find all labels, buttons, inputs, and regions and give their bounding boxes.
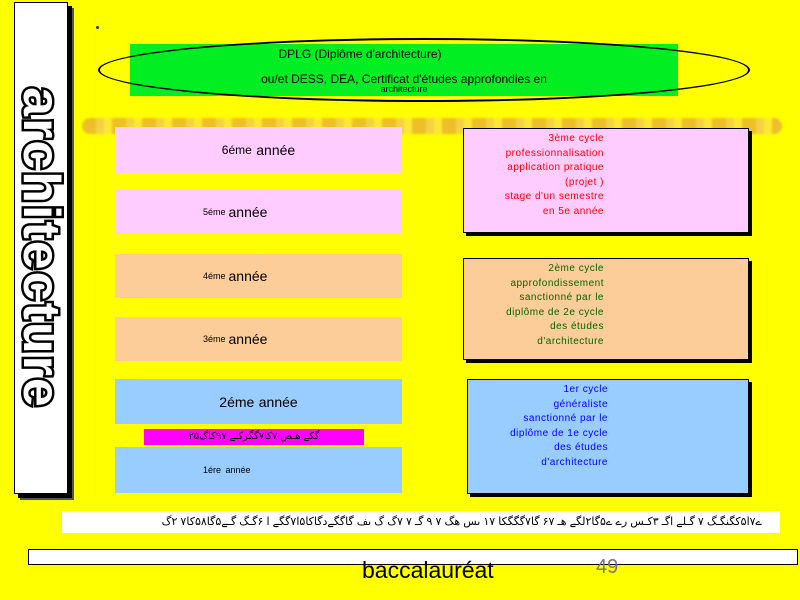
garbled-text-bar xyxy=(62,511,780,533)
year-2-label: année xyxy=(258,393,298,410)
year-2-prefix: 2éme xyxy=(219,393,255,410)
cycle-2-line: approfondissement xyxy=(510,277,604,289)
year-box-5 xyxy=(115,190,402,234)
cycle-2-line: 2ème cycle xyxy=(548,263,604,274)
cycle-3-line: (projet ) xyxy=(565,176,604,188)
page-number: 49 xyxy=(596,556,619,578)
diploma-subtitle-end: architecture xyxy=(380,84,428,94)
cycle-1-line: diplôme de 1e cycle xyxy=(510,427,608,439)
year-6-label: année xyxy=(256,142,296,158)
year-box-4 xyxy=(115,254,402,298)
cycle-1-line: 1er cycle xyxy=(563,384,608,395)
garbled-text: ے۷ا۵کگنگـگ ۷ گـلے اگـ ۳کـس رے ے۵گا۲لگے هـ ۶۷ گا۷گگگکا ۱۷ ںس هگ ۷ ۹ گـ ۷ ۷گ گ ںف گاگگےدگاکا۵ا۷گگے ا ۶گـگ گـے۵گا۵۸کا۷ ۲گ xyxy=(161,516,762,528)
cycle-2-line: des études xyxy=(550,321,604,332)
cycle-3-line: application pratique xyxy=(507,162,604,173)
cycle-3-box xyxy=(463,128,749,233)
year-3-label: année xyxy=(228,331,268,347)
year-5-label: année xyxy=(228,204,268,220)
vertical-title: architecture xyxy=(12,87,70,409)
year-1-prefix: 1ére xyxy=(203,465,222,475)
year-5-prefix: 5éme xyxy=(203,207,226,217)
year-1-label: année xyxy=(225,465,251,475)
cycle-3-line: stage d'un semestre xyxy=(504,191,604,202)
cycle-3-line: 3ème cycle xyxy=(548,133,604,144)
magenta-banner: گکے هـص ۷کا۷گگرکـے ۹۷کاگ۲۵ xyxy=(144,429,364,445)
year-6-prefix: 6éme xyxy=(221,143,252,157)
year-box-6 xyxy=(115,127,402,173)
cycle-3-line: professionnalisation xyxy=(505,147,604,159)
title-column xyxy=(14,2,68,494)
year-box-1 xyxy=(115,447,402,493)
cycle-1-box xyxy=(467,379,749,494)
year-box-2 xyxy=(115,379,402,424)
cycle-1-line: sanctionné par le xyxy=(523,413,608,424)
year-3-prefix: 3éme xyxy=(203,334,226,344)
year-4-prefix: 4éme xyxy=(203,271,226,281)
bullet-dot xyxy=(96,26,99,29)
cycle-2-line: d'architecture xyxy=(537,335,604,347)
diploma-subtitle: ou/et DESS, DEA, Certificat d'études approfondies en xyxy=(261,72,547,86)
year-box-3 xyxy=(115,317,402,361)
baccalaureat-label: baccalauréat xyxy=(362,557,494,583)
cycle-1-line: généraliste xyxy=(553,398,608,410)
cycle-1-line: d'architecture xyxy=(541,456,608,468)
cycle-2-line: sanctionné par le xyxy=(519,292,604,303)
cycle-3-line: en 5e année xyxy=(542,205,604,217)
cycle-1-line: des études xyxy=(554,442,608,453)
year-4-label: année xyxy=(228,268,268,284)
cycle-2-box xyxy=(463,258,749,360)
diploma-title: DPLG (Diplôme d'architecture) xyxy=(278,47,442,61)
cycle-2-line: diplôme de 2e cycle xyxy=(506,306,604,318)
